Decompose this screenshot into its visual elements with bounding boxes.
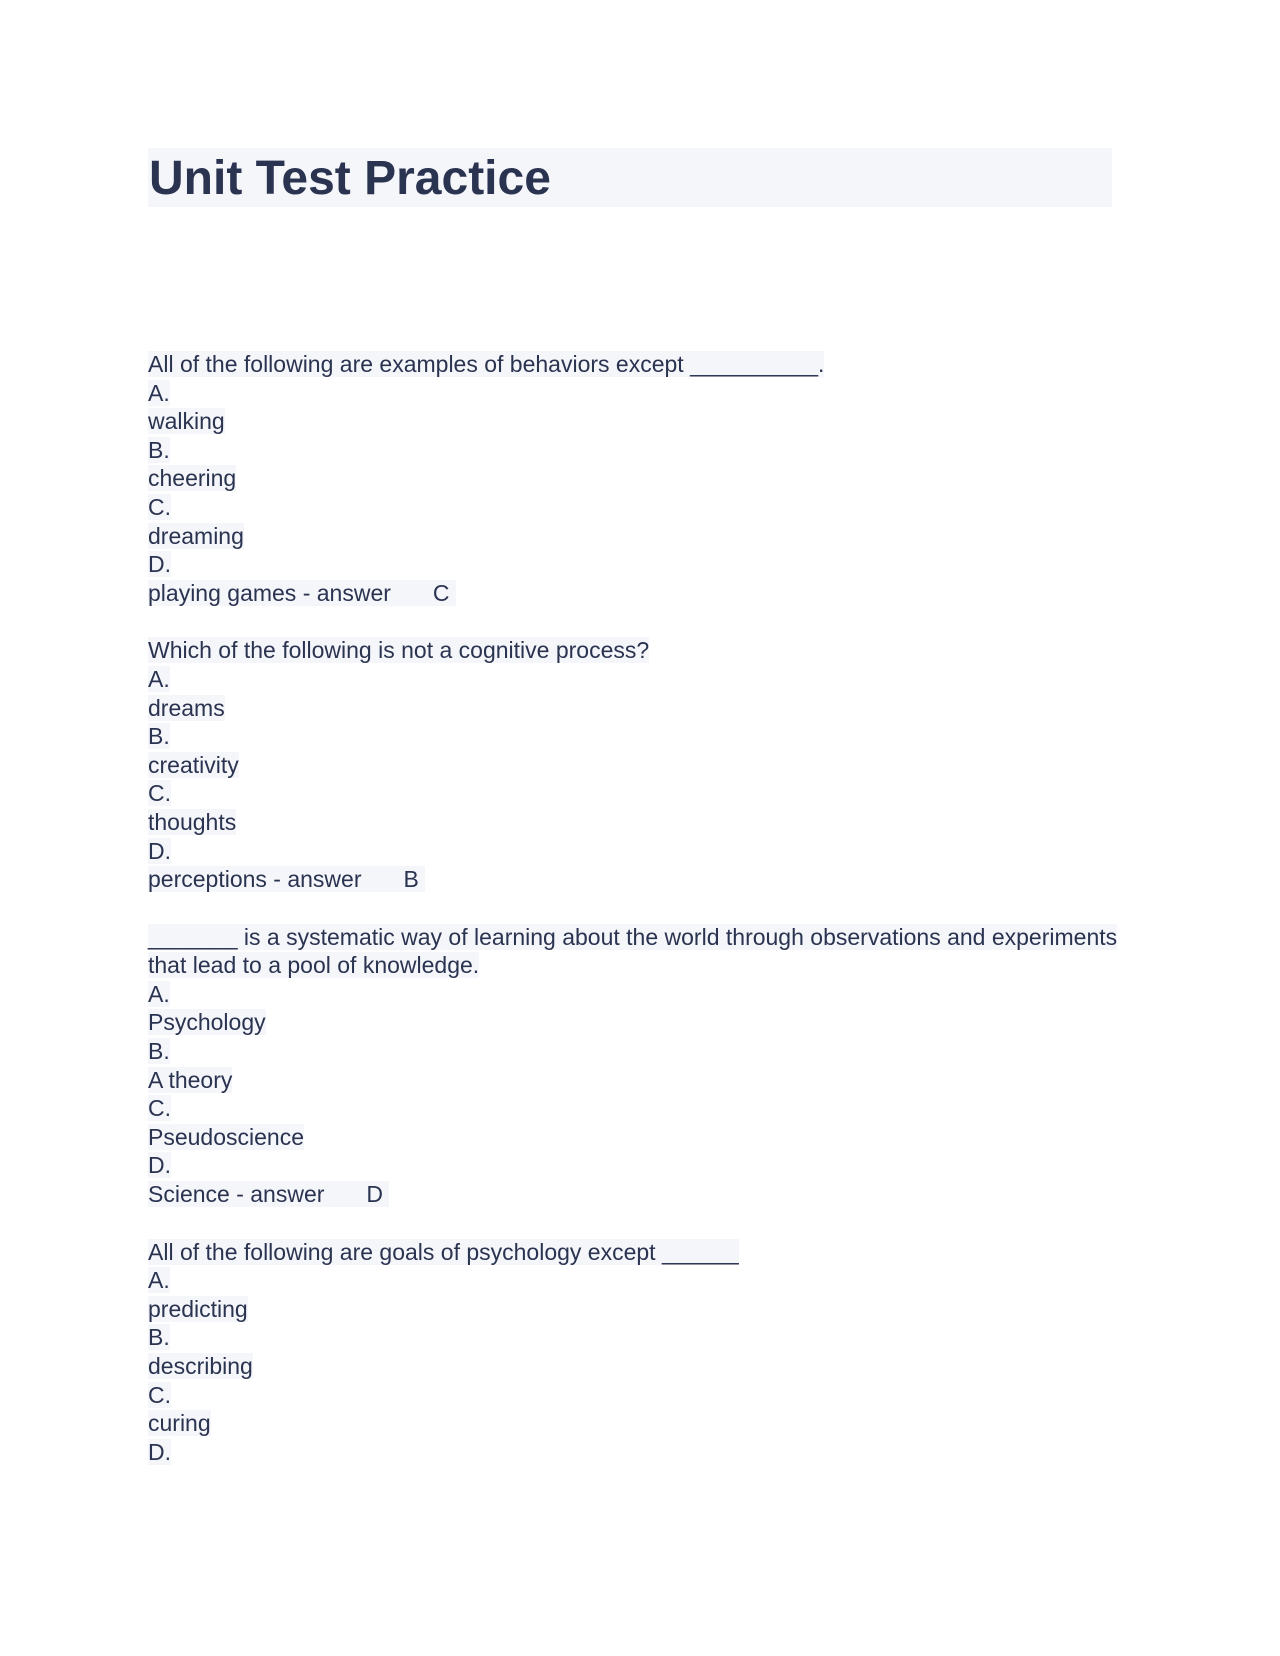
option-letter: B. bbox=[148, 1038, 170, 1065]
option-text: A theory bbox=[148, 1066, 233, 1093]
option-letter: C. bbox=[148, 493, 171, 520]
option-text: describing bbox=[148, 1353, 253, 1379]
answer-letter: B bbox=[403, 866, 419, 893]
option-text: dreams bbox=[148, 694, 225, 721]
option-text: Pseudoscience bbox=[148, 1123, 304, 1150]
option-letter: D. bbox=[148, 551, 171, 578]
option-letter: B. bbox=[148, 1324, 170, 1351]
answer-letter: C bbox=[432, 579, 450, 606]
option-letter: C. bbox=[148, 1095, 171, 1122]
option-text: walking bbox=[148, 408, 225, 435]
option-text: cheering bbox=[148, 465, 237, 492]
option-letter: C. bbox=[148, 780, 171, 807]
option-text: perceptions - answer B bbox=[148, 866, 425, 892]
option-letter: A. bbox=[148, 1267, 170, 1294]
question-prompt: All of the following are examples of behaviors except __________. bbox=[148, 351, 825, 377]
question-prompt: _______ is a systematic way of learning about the world through observations and experiments that lead to a pool of knowledge. bbox=[148, 923, 1118, 979]
question bbox=[148, 923, 1128, 1209]
option-letter: B. bbox=[148, 436, 170, 463]
option-letter: A. bbox=[148, 665, 170, 692]
option-text: Psychology bbox=[148, 1009, 266, 1036]
option-letter: A. bbox=[148, 980, 170, 1007]
option-text: Science - answer D bbox=[148, 1181, 389, 1207]
answer-letter: D bbox=[366, 1181, 384, 1208]
option-text: dreaming bbox=[148, 522, 244, 549]
option-text: playing games - answer C bbox=[148, 580, 456, 606]
option-letter: C. bbox=[148, 1381, 171, 1408]
option-letter: B. bbox=[148, 723, 170, 750]
question bbox=[148, 350, 1128, 607]
option-letter: D. bbox=[148, 1438, 171, 1465]
question-list bbox=[148, 350, 1128, 1495]
question bbox=[148, 1238, 1128, 1467]
option-letter: D. bbox=[148, 1152, 171, 1179]
question-prompt: Which of the following is not a cognitive process? bbox=[148, 637, 650, 664]
option-letter: D. bbox=[148, 837, 171, 864]
question bbox=[148, 636, 1128, 893]
option-text: curing bbox=[148, 1410, 211, 1437]
option-letter: A. bbox=[148, 379, 170, 406]
option-text: creativity bbox=[148, 751, 239, 778]
question-prompt: All of the following are goals of psychology except ______ bbox=[148, 1238, 739, 1265]
option-text: predicting bbox=[148, 1295, 248, 1322]
page-title: Unit Test Practice bbox=[148, 148, 1112, 207]
option-text: thoughts bbox=[148, 808, 237, 835]
